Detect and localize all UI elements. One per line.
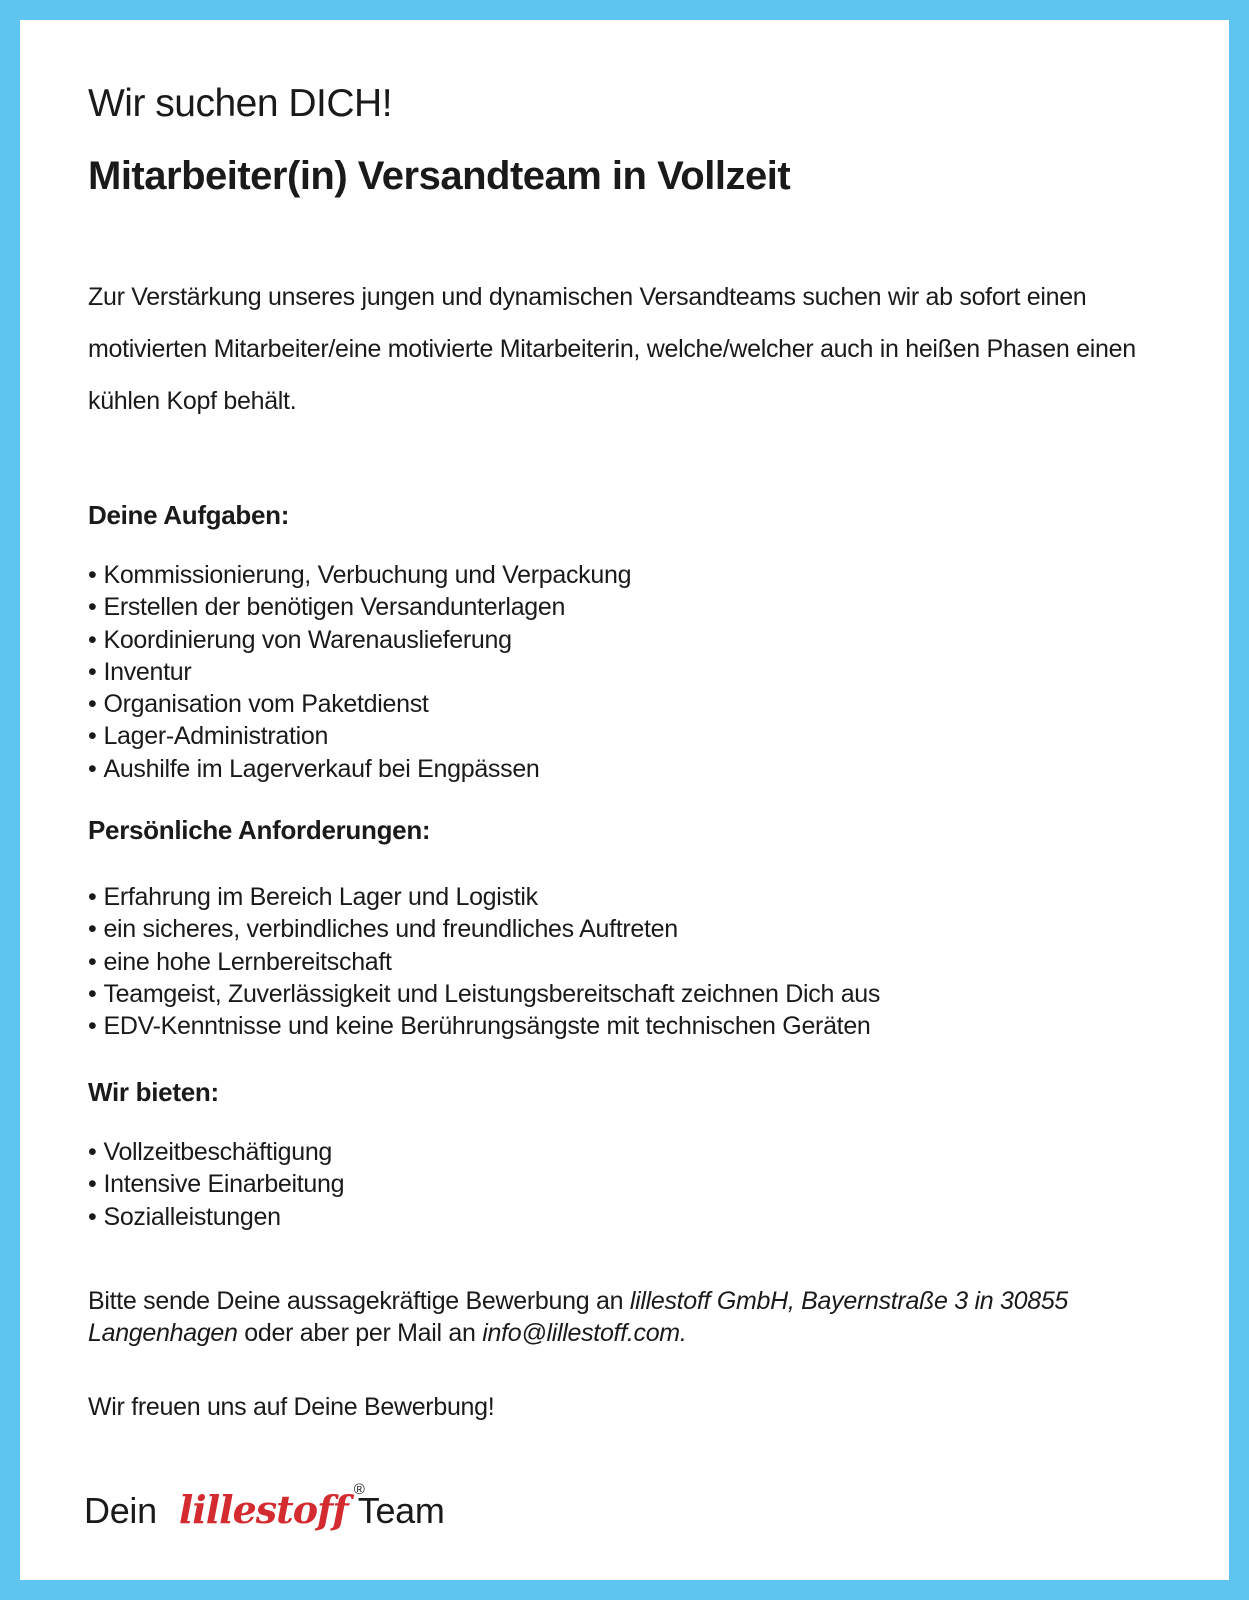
list-item: • Kommissionierung, Verbuchung und Verpackung [88,559,631,591]
signature [84,1481,445,1532]
list-item: • Organisation vom Paketdienst [88,688,631,720]
tasks-heading: Deine Aufgaben: [88,500,290,530]
contact-paragraph [88,1285,1148,1349]
requirements-list [88,881,880,1042]
job-title: Mitarbeiter(in) Versandteam in Vollzeit [88,154,791,198]
signature-after: Team [357,1490,445,1531]
list-item: • EDV-Kenntnisse und keine Berührungsängste mit technischen Geräten [88,1010,880,1042]
logo-text: lillestoff [178,1487,348,1532]
intro-paragraph: Zur Verstärkung unseres jungen und dynamischen Versandteams suchen wir ab sofort einen motivierten Mitarbeiter/eine motivierte Mitarbeiterin, welche/welcher auch in heißen Phasen einen kühlen Kopf behält. [88,283,1136,415]
contact-middle: oder aber per Mail an [237,1319,483,1347]
requirements-heading: Persönliche Anforderungen: [88,815,431,845]
contact-email[interactable]: info@lillestoff.com. [482,1319,687,1347]
list-item: • Sozialleistungen [88,1201,344,1233]
closing-line: Wir freuen uns auf Deine Bewerbung! [88,1393,495,1421]
lillestoff-logo [178,1481,364,1532]
list-item: • Koordinierung von Warenauslieferung [88,624,631,656]
list-item: • Aushilfe im Lagerverkauf bei Engpässen [88,753,631,785]
tasks-list [88,559,631,785]
list-item: • eine hohe Lernbereitschaft [88,946,880,978]
list-item: • Erfahrung im Bereich Lager und Logistik [88,881,880,913]
list-item: • Inventur [88,656,631,688]
list-item: • Teamgeist, Zuverlässigkeit und Leistungsbereitschaft zeichnen Dich aus [88,978,880,1010]
offer-heading: Wir bieten: [88,1077,219,1107]
list-item: • Erstellen der benötigen Versandunterlagen [88,591,631,623]
signature-before: Dein [84,1490,157,1531]
company-address: lillestoff GmbH, Bayernstraße 3 in 30855 Langenhagen [88,1287,1069,1347]
list-item: • Vollzeitbeschäftigung [88,1136,344,1168]
headline: Wir suchen DICH! [88,82,393,125]
contact-prefix: Bitte sende Deine aussagekräftige Bewerbung an [88,1287,630,1315]
offer-list [88,1136,344,1233]
list-item: • Lager-Administration [88,720,631,752]
list-item: • Intensive Einarbeitung [88,1168,344,1200]
job-posting-page [20,20,1229,1580]
list-item: • ein sicheres, verbindliches und freundliches Auftreten [88,913,880,945]
registered-mark: ® [353,1481,364,1498]
